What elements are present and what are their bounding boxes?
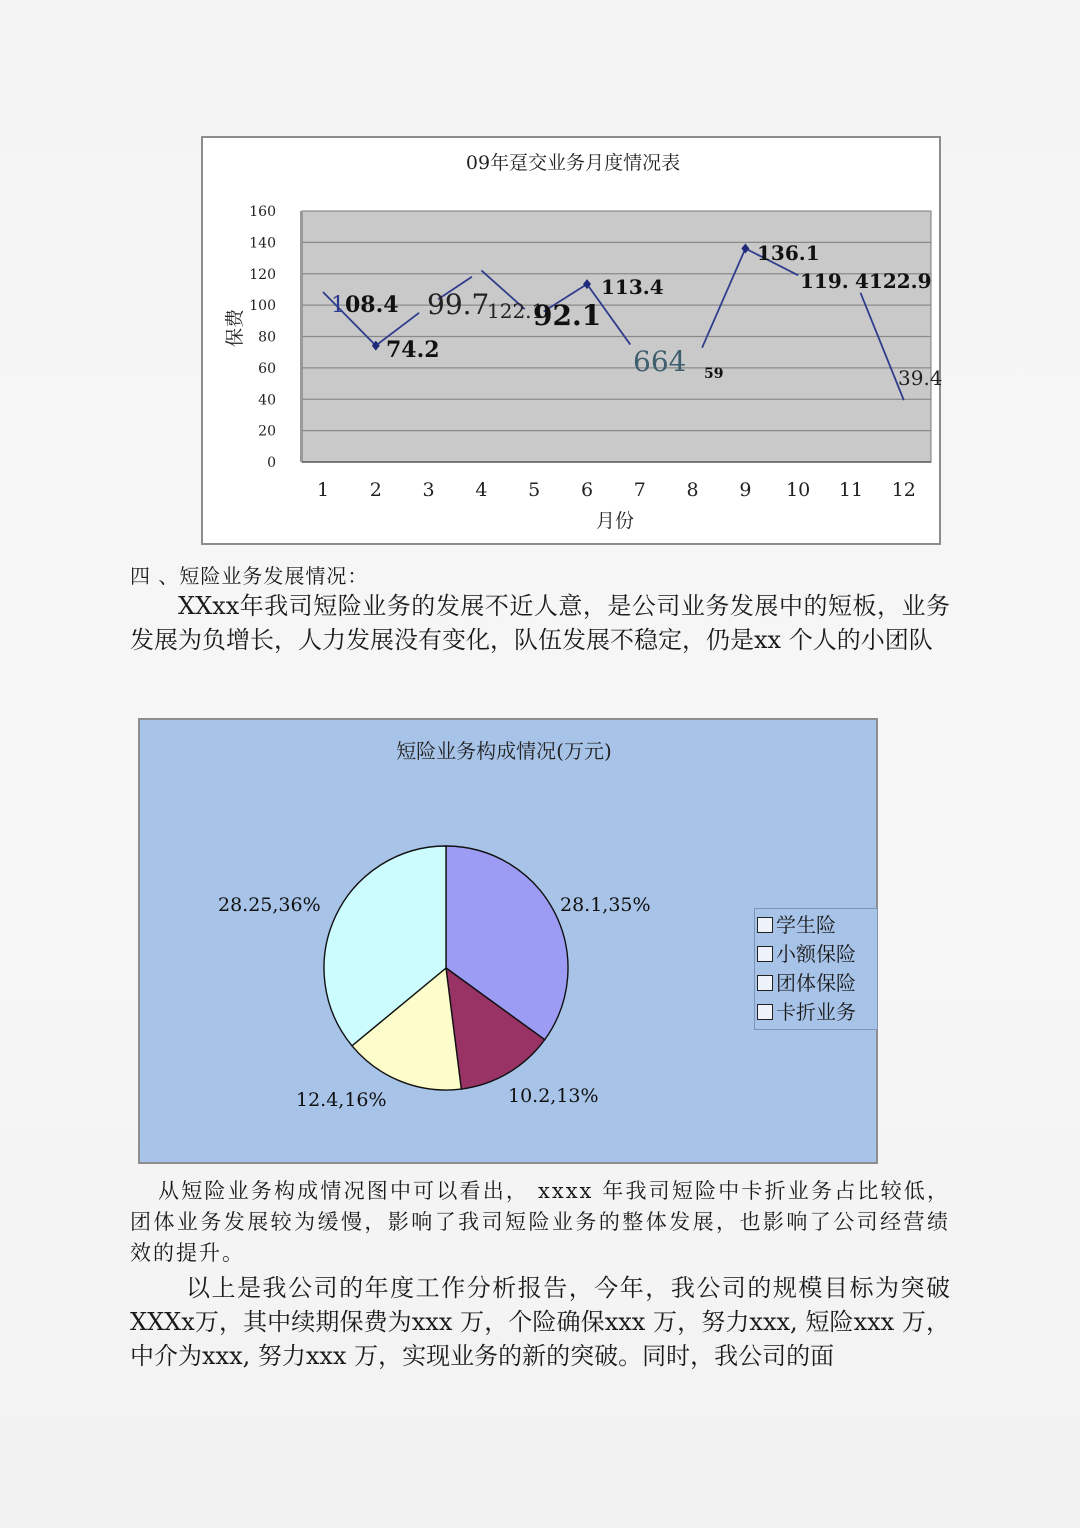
data-label: 136.1 [757, 241, 820, 265]
x-tick-label: 11 [838, 479, 864, 501]
legend-swatch [757, 946, 773, 962]
y-tick-label: 60 [258, 360, 276, 377]
x-tick-label: 6 [580, 479, 594, 501]
legend-swatch [757, 975, 773, 991]
y-tick-label: 120 [249, 266, 276, 283]
data-label: 39.4 [898, 366, 943, 390]
y-tick-label: 100 [249, 298, 276, 315]
x-tick-label: 8 [686, 479, 699, 501]
paragraph-summary: 以上是我公司的年度工作分析报告，今年，我公司的规模目标为突破XXXx万，其中续期保费为xxx 万，个险确保xxx 万，努力xxx, 短险xxx 万，中介为xxx, 努力xxx 万，实现业务的新的突破。同时，我公司的面 [130, 1274, 950, 1370]
pie-slice-label: 12.4,16% [296, 1089, 387, 1111]
data-label: 113.4 [601, 275, 664, 299]
legend-label: 团体保险 [776, 971, 856, 995]
data-label: 08.4 [345, 292, 399, 318]
y-tick-label: 0 [267, 455, 276, 471]
data-label: 122.1 [487, 299, 545, 323]
data-label: 92.1 [533, 299, 602, 332]
y-tick-label: 160 [249, 204, 276, 220]
x-tick-label: 12 [891, 479, 916, 501]
data-label: 4122.9 [855, 269, 932, 293]
data-label: 119. [800, 269, 849, 293]
chart-title: 短险业务构成情况(万元) [396, 739, 612, 763]
pie-slice-label: 28.1,35% [560, 894, 651, 916]
legend-label: 学生险 [776, 913, 836, 937]
paragraph-pie-analysis: 从短险业务构成情况图中可以看出， xxxx 年我司短险中卡折业务占比较低，团体业务发展较为缓慢，影响了我司短险业务的整体发展，也影响了公司经营绩效的提升。 [130, 1179, 950, 1265]
pie-legend [754, 908, 878, 1030]
data-label: 59 [704, 366, 724, 382]
x-tick-label: 2 [369, 479, 382, 501]
x-tick-label: 5 [528, 479, 541, 501]
legend-item [757, 911, 875, 940]
line-chart-svg [203, 138, 943, 547]
y-tick-label: 140 [249, 235, 276, 252]
y-tick-label: 40 [258, 392, 276, 409]
pie-slice-label: 28.25,36% [218, 894, 321, 916]
y-tick-label: 80 [258, 329, 276, 346]
paragraph-short-term-business: XXxx年我司短险业务的发展不近人意，是公司业务发展中的短板，业务发展为负增长，人力发展没有变化，队伍发展不稳定，仍是xx 个人的小团队 [130, 592, 950, 654]
data-label: 1 [331, 293, 345, 318]
x-tick-label: 3 [422, 479, 435, 501]
legend-item [757, 940, 875, 969]
y-tick-label: 20 [258, 423, 276, 440]
legend-label: 卡折业务 [776, 1000, 856, 1024]
x-tick-label: 7 [633, 479, 646, 501]
legend-swatch [757, 1004, 773, 1020]
x-tick-label: 1 [316, 479, 330, 501]
x-tick-label: 4 [475, 479, 488, 501]
legend-swatch [757, 917, 773, 933]
data-label: 99.7 [427, 288, 490, 321]
data-label: 74.2 [386, 337, 440, 363]
legend-item [757, 998, 875, 1027]
chart-title: 09年趸交业务月度情况表 [465, 152, 681, 174]
data-label: 664 [633, 345, 687, 378]
section-heading: 四 、短险业务发展情况： [130, 564, 369, 588]
pie-slice-label: 10.2,13% [508, 1085, 599, 1107]
legend-item [757, 969, 875, 998]
x-tick-label: 10 [786, 479, 811, 501]
x-axis-label: 月份 [595, 510, 635, 532]
line-chart [201, 136, 941, 545]
x-tick-label: 9 [739, 479, 752, 501]
pie-chart [138, 718, 878, 1164]
legend-label: 小额保险 [776, 942, 856, 966]
y-axis-label: 保费 [224, 308, 246, 348]
